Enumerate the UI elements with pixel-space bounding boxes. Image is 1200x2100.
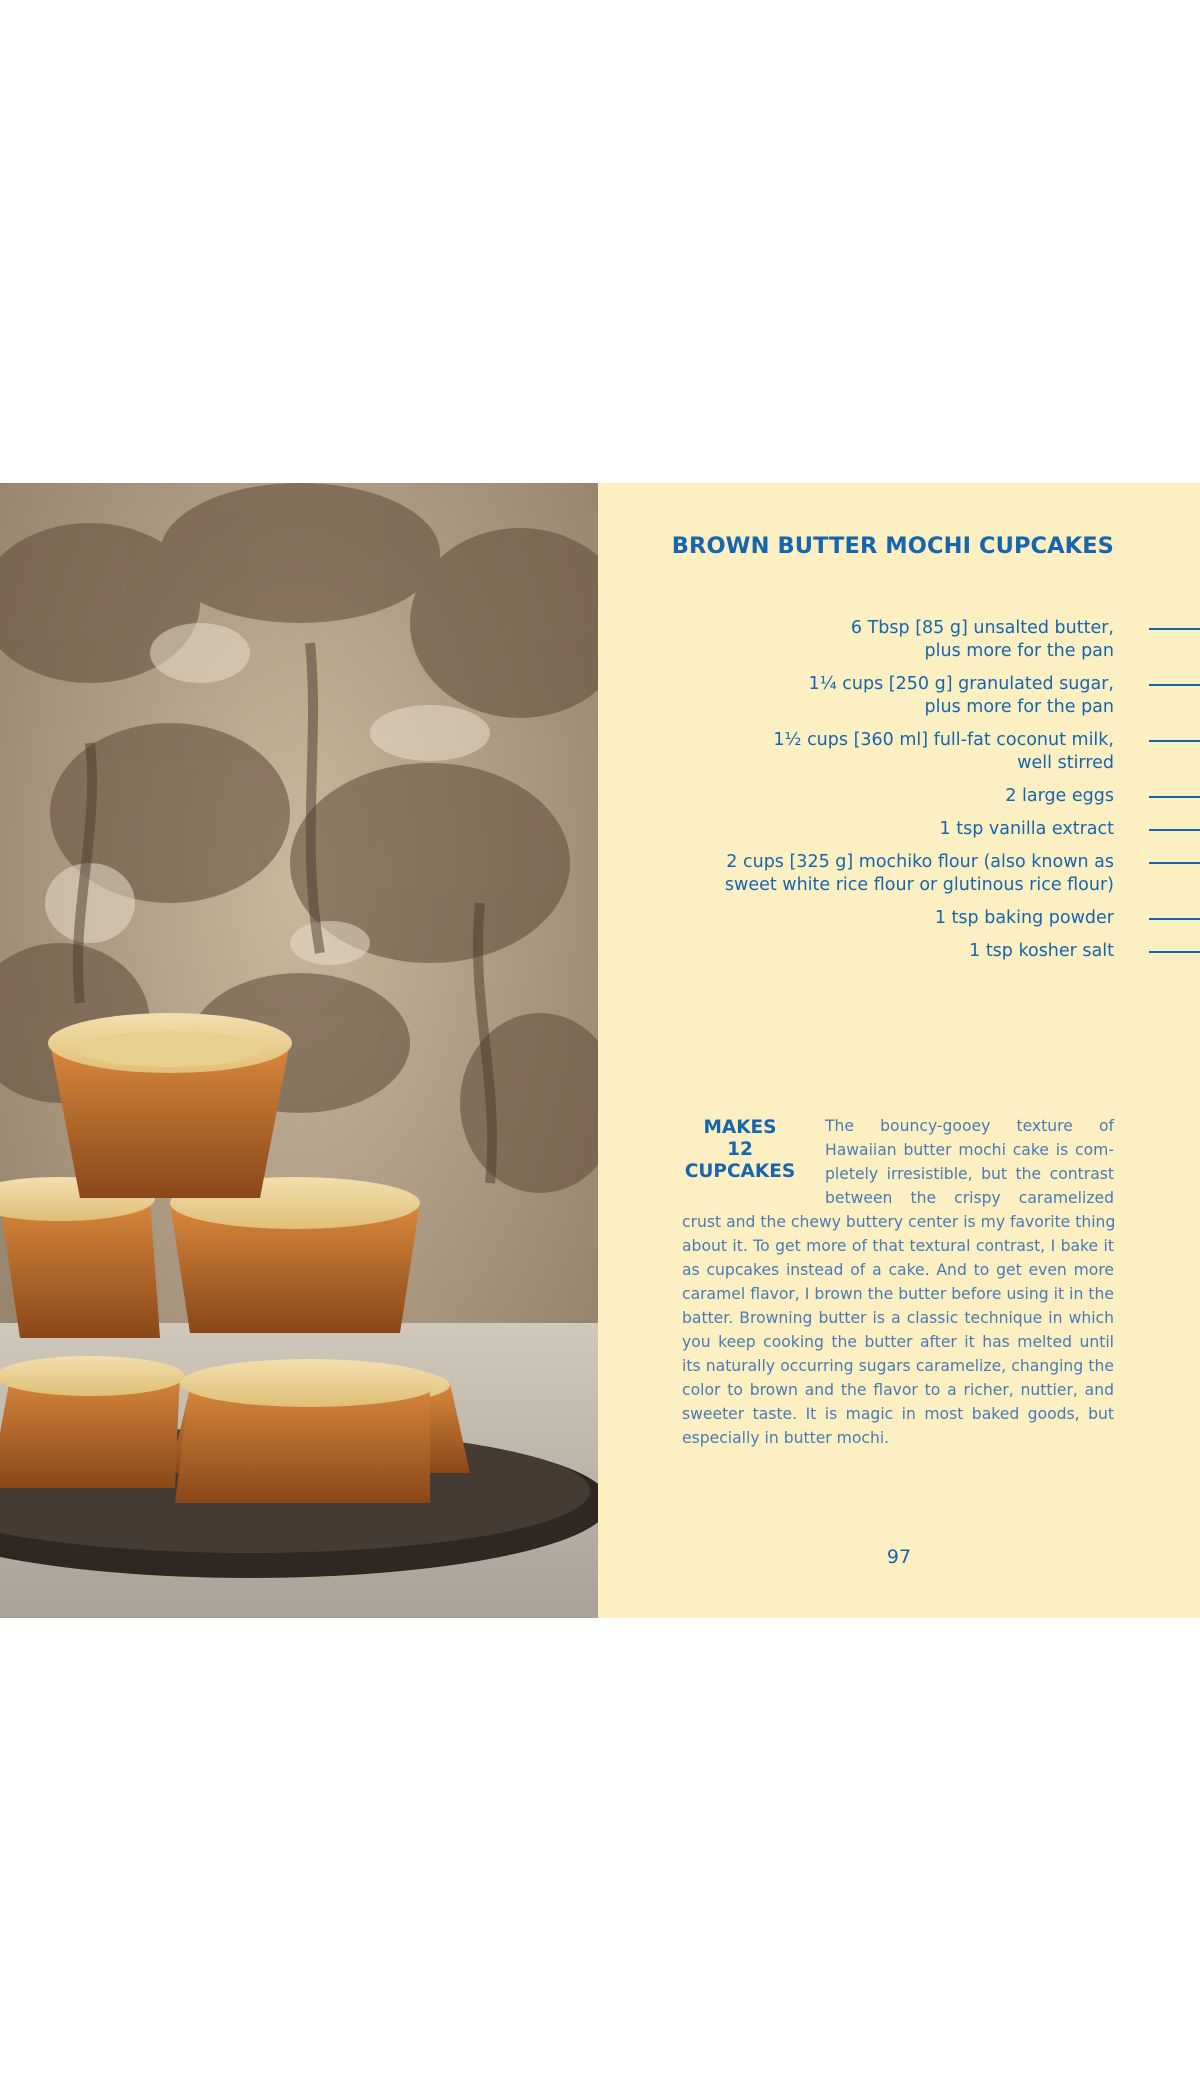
ingredient-item [598, 907, 1200, 930]
ingredient-item [598, 940, 1200, 963]
book-spread [0, 483, 1200, 1618]
ingredient-rule [1149, 829, 1200, 831]
intro-line: you keep cooking the butter after it has melted until [682, 1333, 1114, 1351]
ingredient-line: 2 large eggs [1005, 786, 1114, 806]
ingredient-rule [1149, 628, 1200, 630]
intro-line: sweeter taste. It is magic in most baked goods, but [682, 1405, 1114, 1423]
ingredient-rule [1149, 796, 1200, 798]
ingredient-line: 1 tsp vanilla extract [939, 819, 1114, 839]
ingredient-line: 1 tsp baking powder [934, 908, 1114, 928]
yield-line: MAKES [703, 1117, 777, 1138]
ingredient-item [598, 673, 1200, 719]
intro-line: caramel flavor, I brown the butter before using it in the [682, 1285, 1114, 1303]
ingredient-line: 1¼ cups [250 g] granulated sugar, [808, 674, 1114, 694]
ingredient-line: plus more for the pan [924, 697, 1114, 717]
yield-line: CUPCAKES [684, 1161, 796, 1182]
ingredient-item [598, 617, 1200, 663]
intro-line: color to brown and the flavor to a richer, nuttier, and [682, 1381, 1114, 1399]
ingredient-line: 1 tsp kosher salt [969, 941, 1114, 961]
ingredient-rule [1149, 862, 1200, 864]
ingredient-item [598, 729, 1200, 775]
ingredient-rule [1149, 951, 1200, 953]
ingredient-line: well stirred [1017, 753, 1114, 773]
ingredient-item [598, 818, 1200, 841]
recipe-intro [682, 1114, 1114, 1450]
ingredient-rule [1149, 740, 1200, 742]
ingredient-item [598, 785, 1200, 808]
ingredient-item [598, 851, 1200, 897]
ingredient-line: 1½ cups [360 ml] full-fat coconut milk, [773, 730, 1114, 750]
intro-line: as cupcakes instead of a cake. And to get even more [682, 1261, 1114, 1279]
intro-line: its naturally occurring sugars caramelize, changing the [682, 1357, 1114, 1375]
ingredient-rule [1149, 918, 1200, 920]
intro-line: crust and the chewy buttery center is my favorite thing [682, 1213, 1116, 1231]
ingredient-line: 2 cups [325 g] mochiko flour (also known as [726, 852, 1114, 872]
intro-line: between the crispy caramelized [825, 1189, 1114, 1207]
ingredient-line: 6 Tbsp [85 g] unsalted butter, [850, 618, 1114, 638]
ingredient-line: sweet white rice flour or glutinous rice flour) [724, 875, 1114, 895]
intro-line: The bouncy-gooey texture of [825, 1117, 1114, 1135]
intro-line: pletely irresistible, but the contrast [825, 1165, 1114, 1183]
intro-line: batter. Browning butter is a classic technique in which [682, 1309, 1114, 1327]
ingredient-line: plus more for the pan [924, 641, 1114, 661]
recipe-title: BROWN BUTTER MOCHI CUPCAKES [671, 533, 1114, 559]
ingredient-list [598, 617, 1200, 973]
recipe-page [598, 483, 1200, 1618]
yield-line: 12 [727, 1139, 753, 1160]
intro-line: especially in butter mochi. [682, 1429, 890, 1447]
cupcakes-photo [0, 483, 598, 1618]
page-number: 97 [886, 1546, 912, 1568]
ingredient-rule [1149, 684, 1200, 686]
intro-line: about it. To get more of that textural contrast, I bake it [682, 1237, 1114, 1255]
intro-line: Hawaiian butter mochi cake is com- [825, 1141, 1114, 1159]
